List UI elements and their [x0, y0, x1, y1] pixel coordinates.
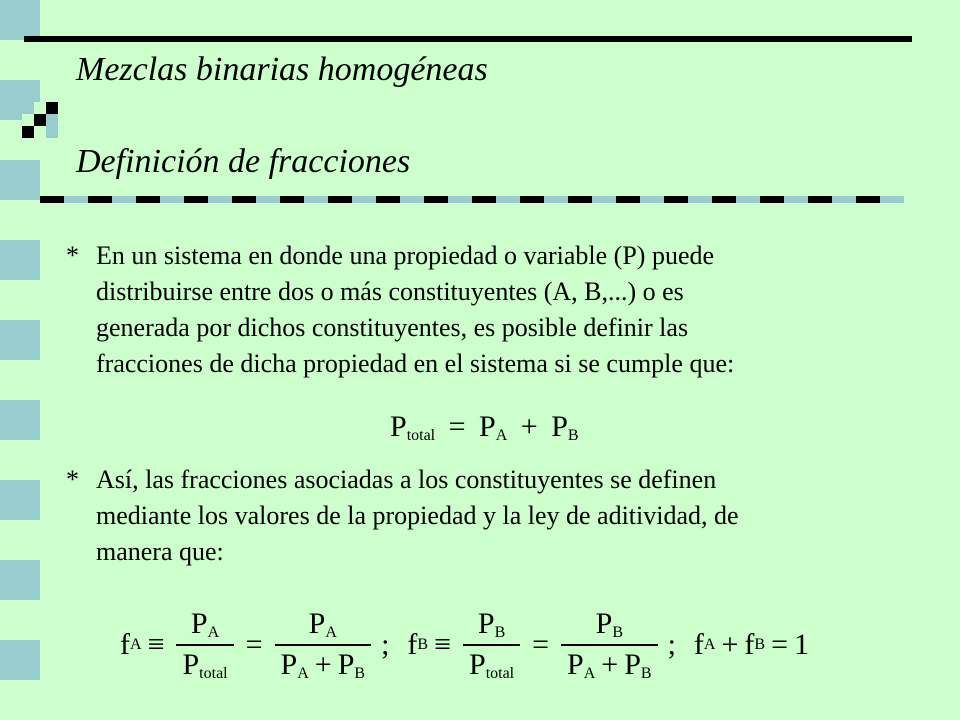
bullet-paragraph-2: [66, 462, 886, 570]
additivity-equation: $P_{total} = P_A + P_B$: [390, 410, 579, 444]
text-line: generada por dichos constituyentes, es posible definir las: [96, 313, 689, 342]
slide-subtitle: Definición de fracciones: [76, 143, 411, 180]
text-line: fracciones de dicha propiedad en el sistema si se cumple que:: [96, 349, 735, 378]
bullet-marker: *: [66, 465, 79, 494]
checker-motif: [22, 102, 58, 138]
text-line: En un sistema en donde una propiedad o variable (P) puede: [96, 241, 715, 270]
text-line: mediante los valores de la propiedad y la ley de aditividad, de: [96, 501, 739, 530]
text-line: Así, las fracciones asociadas a los constituyentes se definen: [96, 465, 717, 494]
top-rule: [24, 36, 912, 42]
fraction-fa-1: $\frac{P_A}{P_{total}}$: [176, 607, 233, 683]
slide-title: Mezclas binarias homogéneas: [76, 51, 488, 88]
dashed-divider: [40, 196, 904, 203]
bullet-paragraph-1: [66, 238, 886, 382]
text-line: manera que:: [96, 537, 224, 566]
text-line: distribuirse entre dos o más constituyentes (A, B,...) o es: [96, 277, 684, 306]
fraction-fb-1: $\frac{P_B}{P_{total}}$: [463, 607, 520, 683]
bullet-marker: *: [66, 241, 79, 270]
fraction-fb-2: $\frac{P_B}{P_A + P_B}$: [561, 607, 658, 683]
fraction-fa-2: $\frac{P_A}{P_A + P_B}$: [275, 607, 372, 683]
fraction-definitions-equation: f A ≡ $\frac{P_A}{P_{total}}$ = $\frac{P_A}{P_A + P_B}$ ; f B ≡ $\frac{P_B}{P_{total}}$ = $\frac{P_B}{P_A + P_B}$ ; f A + f B = 1: [120, 607, 809, 682]
